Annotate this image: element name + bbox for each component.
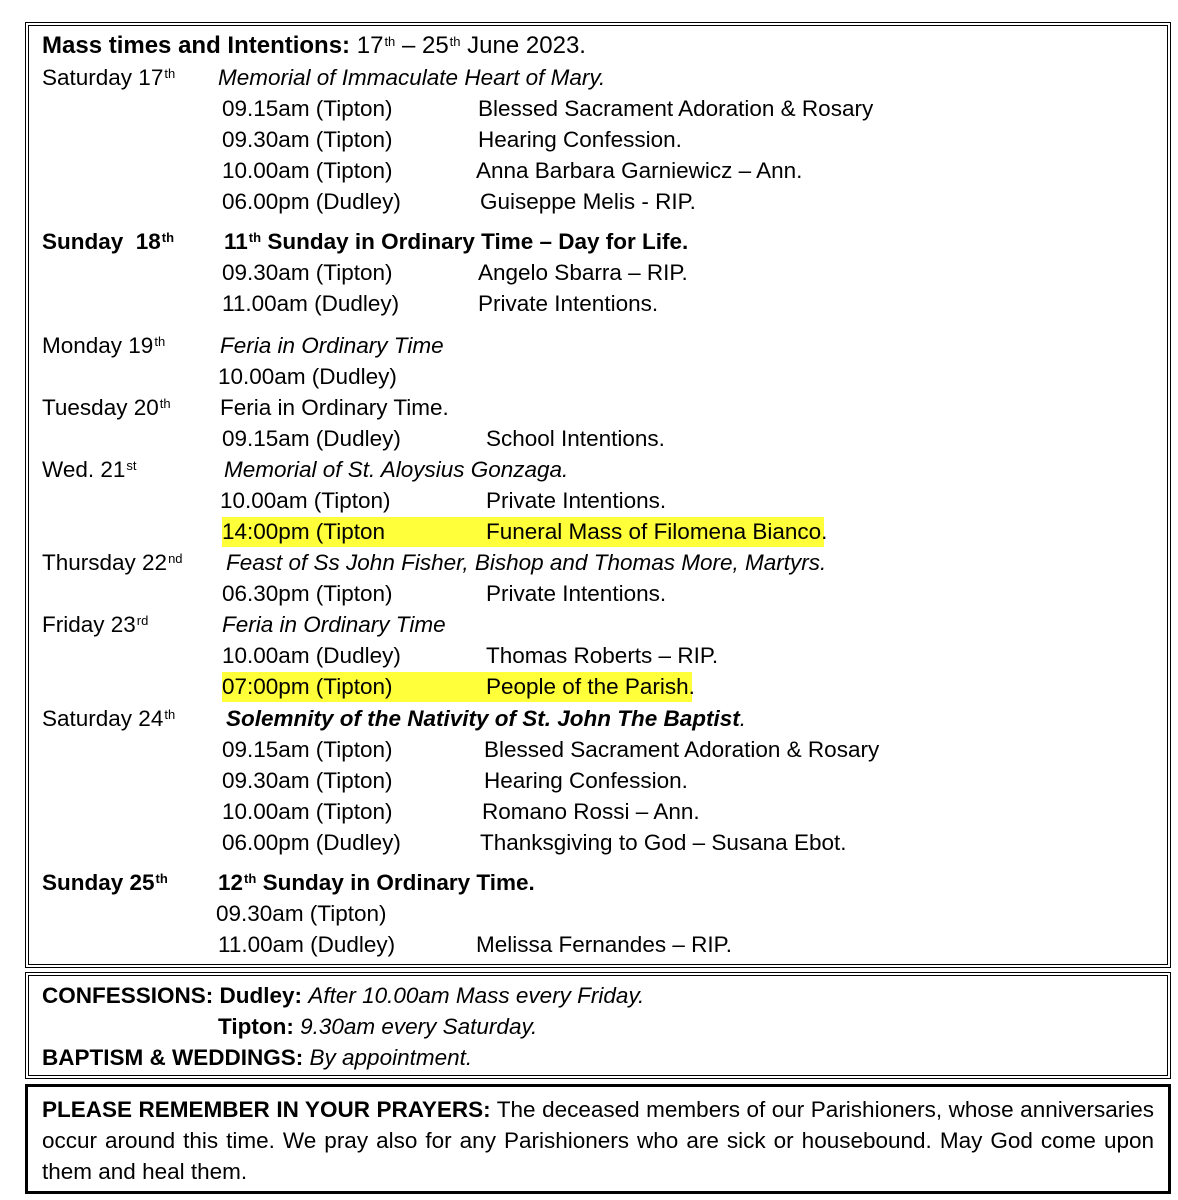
feast-label-wed21: Memorial of St. Aloysius Gonzaga. — [224, 457, 569, 482]
prayers-paragraph: PLEASE REMEMBER IN YOUR PRAYERS: The deceased members of our Parishioners, whose anniversaries occur around this time. We pray also for any Parishioners who are sick or housebound. May God come upon them and heal them. — [42, 1097, 1154, 1184]
mass-time: 10.00am (Dudley) — [222, 643, 401, 668]
day-label-wed21: Wed. 21st — [42, 457, 137, 482]
mass-time: 09.30am (Tipton) — [222, 127, 393, 152]
mass-time: 06.30pm (Tipton) — [222, 581, 393, 606]
feast-label-sun25: 12th Sunday in Ordinary Time. — [218, 870, 535, 895]
day-label-mon19: Monday 19th — [42, 333, 166, 358]
day-label-sat24: Saturday 24th — [42, 706, 176, 731]
page-title: Mass times and Intentions: 17th – 25th June 2023. — [42, 32, 586, 59]
feast-label-mon19: Feria in Ordinary Time — [220, 333, 444, 358]
mass-intention: Hearing Confession. — [478, 127, 682, 152]
mass-time: 06.00pm (Dudley) — [222, 830, 401, 855]
mass-time: 11.00am (Dudley) — [218, 932, 396, 957]
mass-intention: Hearing Confession. — [484, 768, 688, 793]
mass-time: 09.30am (Tipton) — [222, 260, 393, 285]
mass-intention: Funeral Mass of Filomena Bianco. — [486, 519, 828, 544]
mass-time: 06.00pm (Dudley) — [222, 189, 401, 214]
highlighted-mass-row — [222, 517, 828, 547]
mass-intention: Private Intentions. — [486, 581, 667, 606]
mass-intention: Anna Barbara Garniewicz – Ann. — [476, 158, 803, 183]
mass-intention: People of the Parish. — [486, 674, 695, 699]
mass-time: 09.30am (Tipton) — [222, 768, 393, 793]
mass-intention: Blessed Sacrament Adoration & Rosary — [478, 96, 874, 121]
mass-intention: Thomas Roberts – RIP. — [486, 643, 719, 668]
mass-intention: Private Intentions. — [478, 291, 659, 316]
day-label-sun25: Sunday 25th — [42, 870, 168, 895]
mass-intention: Blessed Sacrament Adoration & Rosary — [484, 737, 880, 762]
mass-time: 09.15am (Tipton) — [222, 96, 393, 121]
confessions-tipton: Tipton: 9.30am every Saturday. — [218, 1014, 538, 1039]
day-label-tue20: Tuesday 20th — [42, 395, 171, 420]
mass-intention: Guiseppe Melis - RIP. — [480, 189, 696, 214]
mass-time: 10.00am (Dudley) — [218, 364, 397, 389]
mass-time: 14:00pm (Tipton — [222, 519, 386, 544]
feast-label-tue20: Feria in Ordinary Time. — [220, 395, 449, 420]
feast-label-sun18: 11th Sunday in Ordinary Time – Day for Life. — [224, 229, 689, 254]
mass-time: 10.00am (Tipton) — [222, 158, 393, 183]
feast-label-sat24: Solemnity of the Nativity of St. John The Baptist. — [226, 706, 747, 731]
day-label-sat17: Saturday 17th — [42, 65, 176, 90]
mass-time: 10.00am (Tipton) — [220, 488, 391, 513]
confessions-dudley: CONFESSIONS: Dudley: After 10.00am Mass every Friday. — [42, 983, 645, 1008]
mass-time: 10.00am (Tipton) — [222, 799, 393, 824]
mass-intention: School Intentions. — [486, 426, 665, 451]
mass-intention: Private Intentions. — [486, 488, 667, 513]
mass-intention: Angelo Sbarra – RIP. — [478, 260, 688, 285]
feast-label-thu22: Feast of Ss John Fisher, Bishop and Thomas More, Martyrs. — [226, 550, 827, 575]
mass-time: 11.00am (Dudley) — [222, 291, 400, 316]
feast-label-fri23: Feria in Ordinary Time — [222, 612, 446, 637]
feast-label-sat17: Memorial of Immaculate Heart of Mary. — [218, 65, 606, 90]
day-label-sun18: Sunday 18th — [42, 229, 175, 254]
mass-intention: Melissa Fernandes – RIP. — [476, 932, 732, 957]
mass-time: 07:00pm (Tipton) — [222, 674, 393, 699]
mass-time: 09.30am (Tipton) — [216, 901, 387, 926]
mass-time: 09.15am (Dudley) — [222, 426, 401, 451]
day-label-thu22: Thursday 22nd — [42, 550, 183, 575]
mass-intention: Romano Rossi – Ann. — [482, 799, 700, 824]
baptism-weddings: BAPTISM & WEDDINGS: By appointment. — [42, 1045, 473, 1070]
mass-time: 09.15am (Tipton) — [222, 737, 393, 762]
mass-intention: Thanksgiving to God – Susana Ebot. — [480, 830, 847, 855]
day-label-fri23: Friday 23rd — [42, 612, 149, 637]
highlighted-mass-row — [222, 672, 695, 702]
